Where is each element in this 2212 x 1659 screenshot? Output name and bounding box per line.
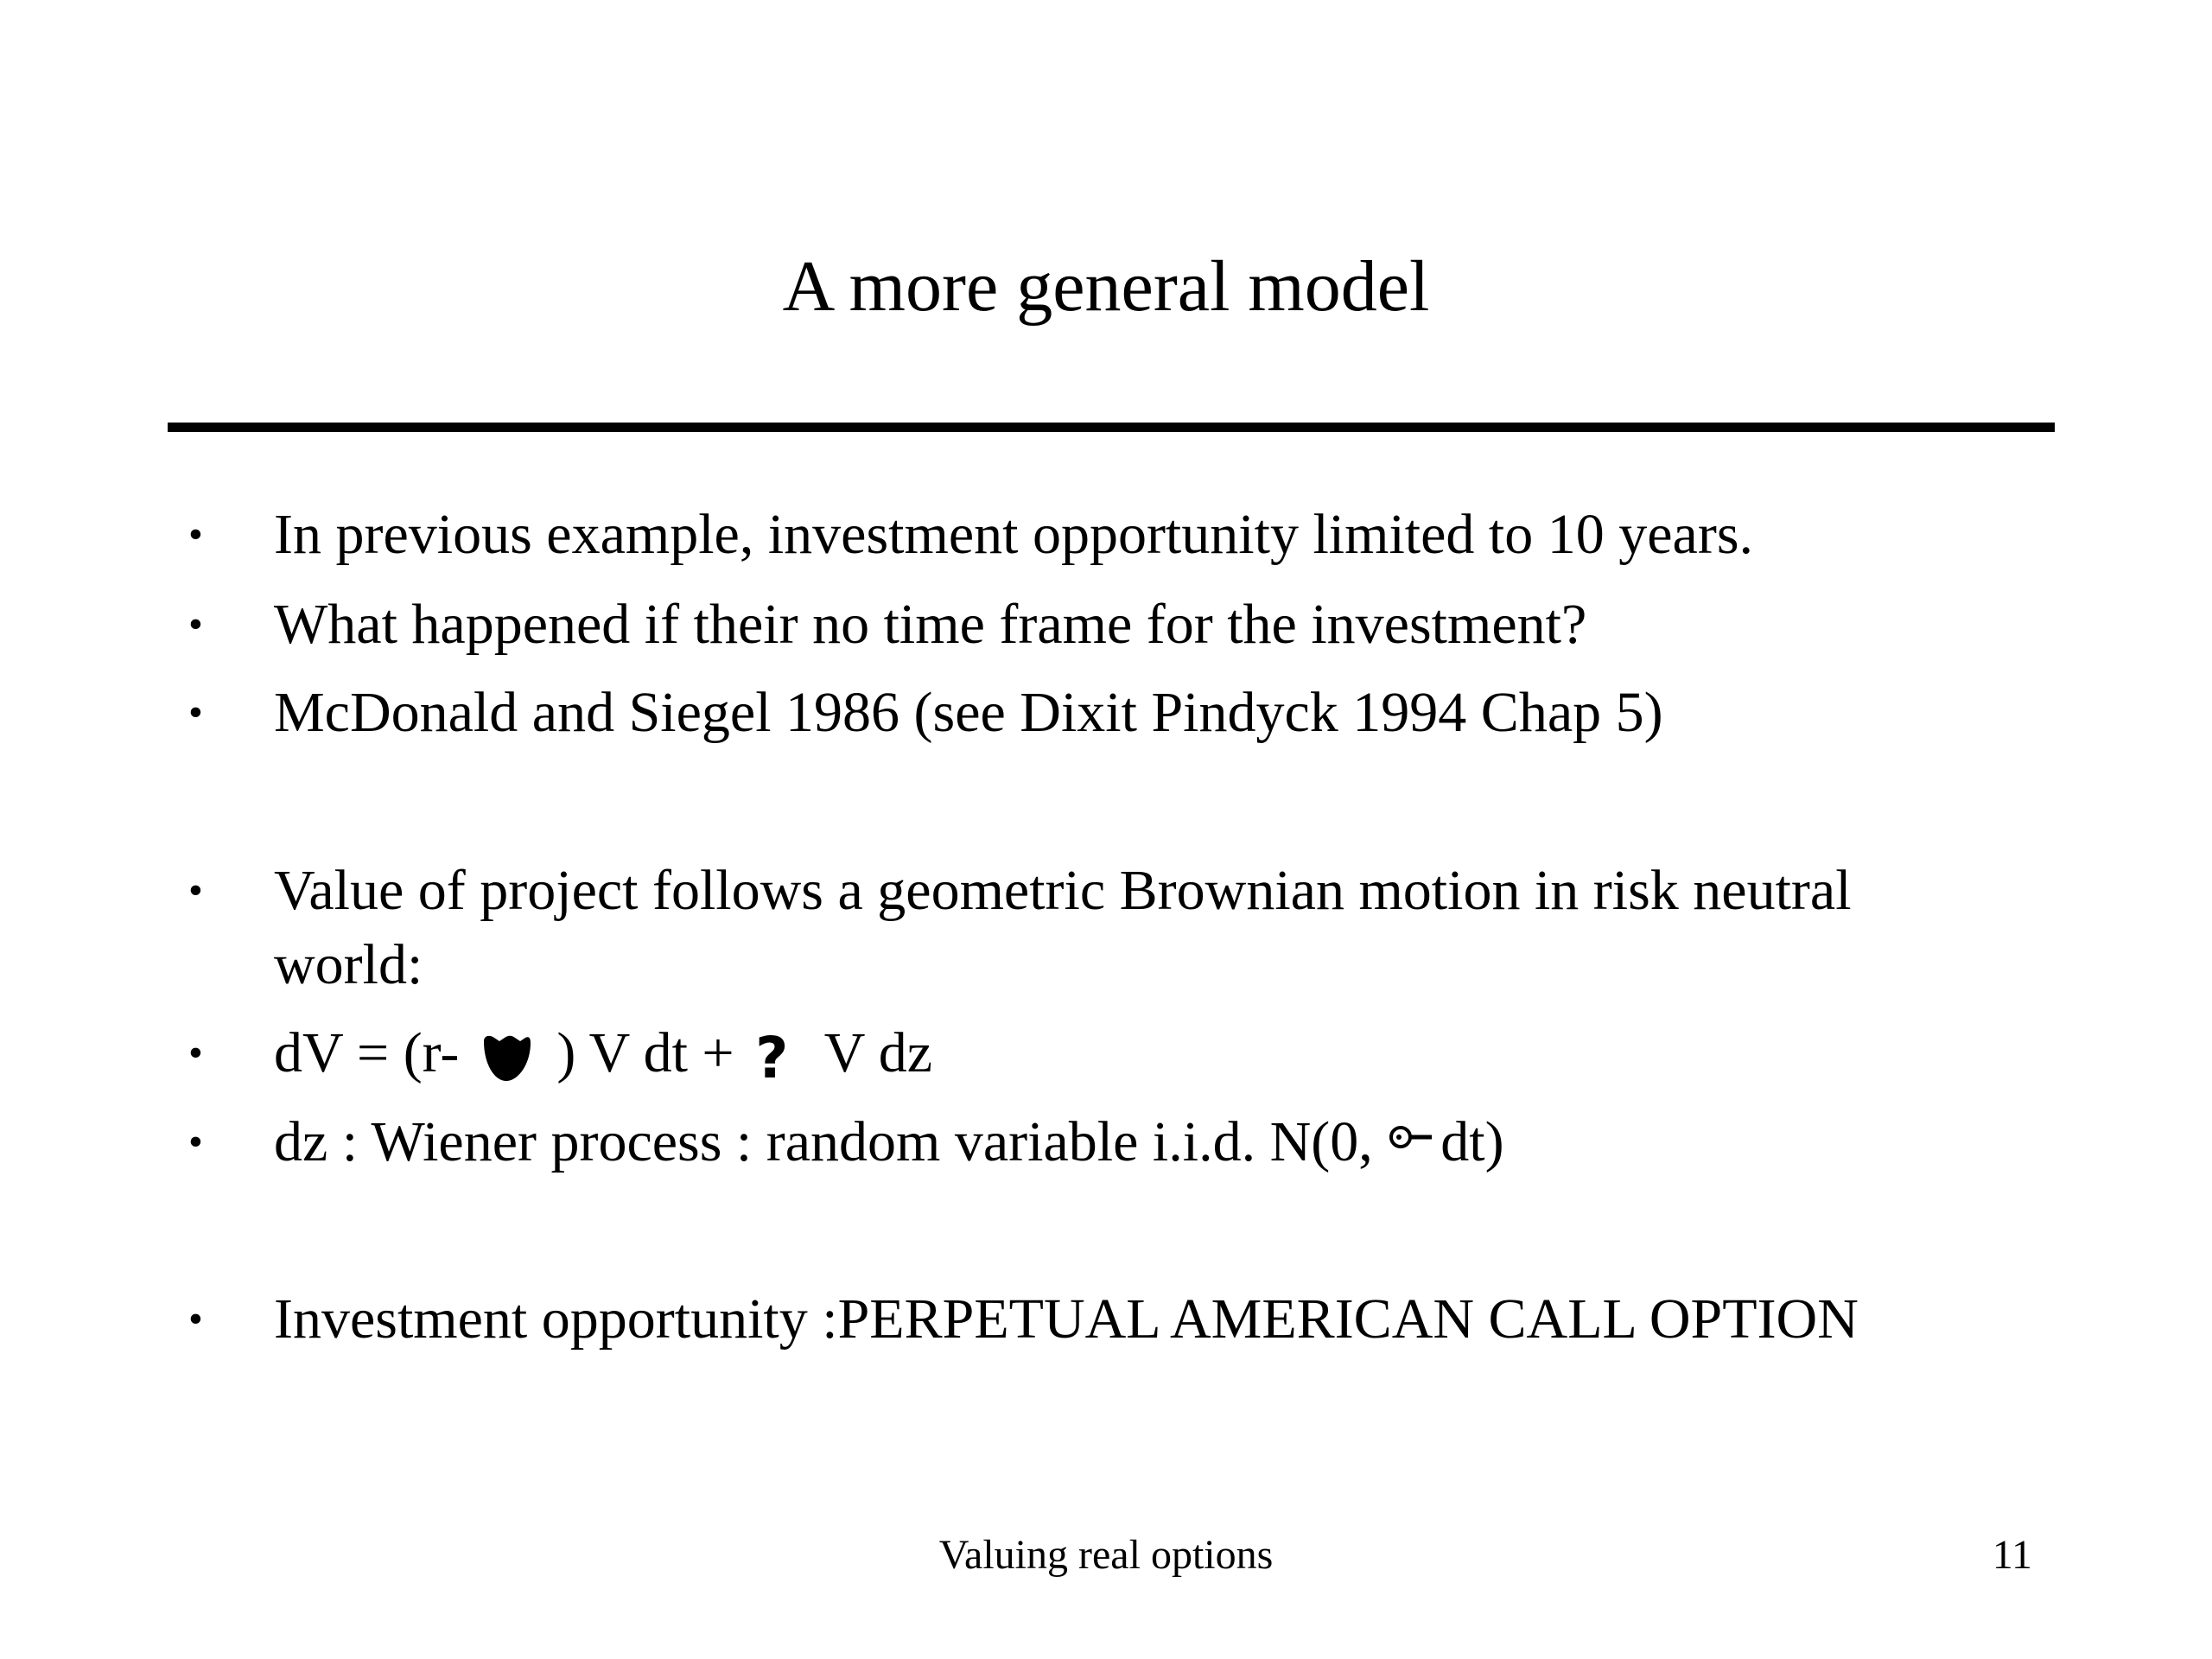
bullet-dot: • (188, 601, 203, 647)
formula-part: ) V dt + (542, 1021, 749, 1084)
bullet-text: Investment opportunity :PERPETUAL AMERICAN CALL OPTION (274, 1287, 1859, 1351)
bullet-dot: • (188, 690, 203, 735)
bullet-text: McDonald and Siegel 1986 (see Dixit Pindyck 1994 Chap 5) (274, 681, 1663, 744)
bullet-text: What happened if their no time frame for the investment? (274, 593, 1587, 656)
bullet-dot: • (188, 1030, 203, 1076)
slide-title: A more general model (782, 246, 1430, 327)
bullet-dot: • (188, 1119, 203, 1165)
square-symbol-icon (1387, 1120, 1435, 1154)
formula-part: V dz (810, 1021, 933, 1084)
delta-symbol-icon (479, 1033, 534, 1084)
bullet-dot: • (188, 512, 203, 557)
bullet-dot: • (188, 868, 203, 913)
title-divider (168, 423, 2055, 432)
page-number: 11 (1992, 1532, 2032, 1578)
wiener-part: dz : Wiener process : random variable i.i.d. N(0, (274, 1110, 1388, 1173)
bullet-text: Value of project follows a geometric Brownian motion in risk neutral world: (274, 859, 1852, 996)
bullet-text: In previous example, investment opportunity limited to 10 years. (274, 503, 1754, 566)
footer-title: Valuing real options (938, 1532, 1274, 1578)
wiener-part: dt) (1440, 1110, 1504, 1173)
bullet-dot: • (188, 1296, 203, 1342)
formula-text (274, 1016, 2028, 1096)
formula-part: dV = (r- (274, 1021, 474, 1084)
wiener-text (274, 1105, 2028, 1179)
sigma-symbol-icon: ? (755, 1024, 789, 1091)
